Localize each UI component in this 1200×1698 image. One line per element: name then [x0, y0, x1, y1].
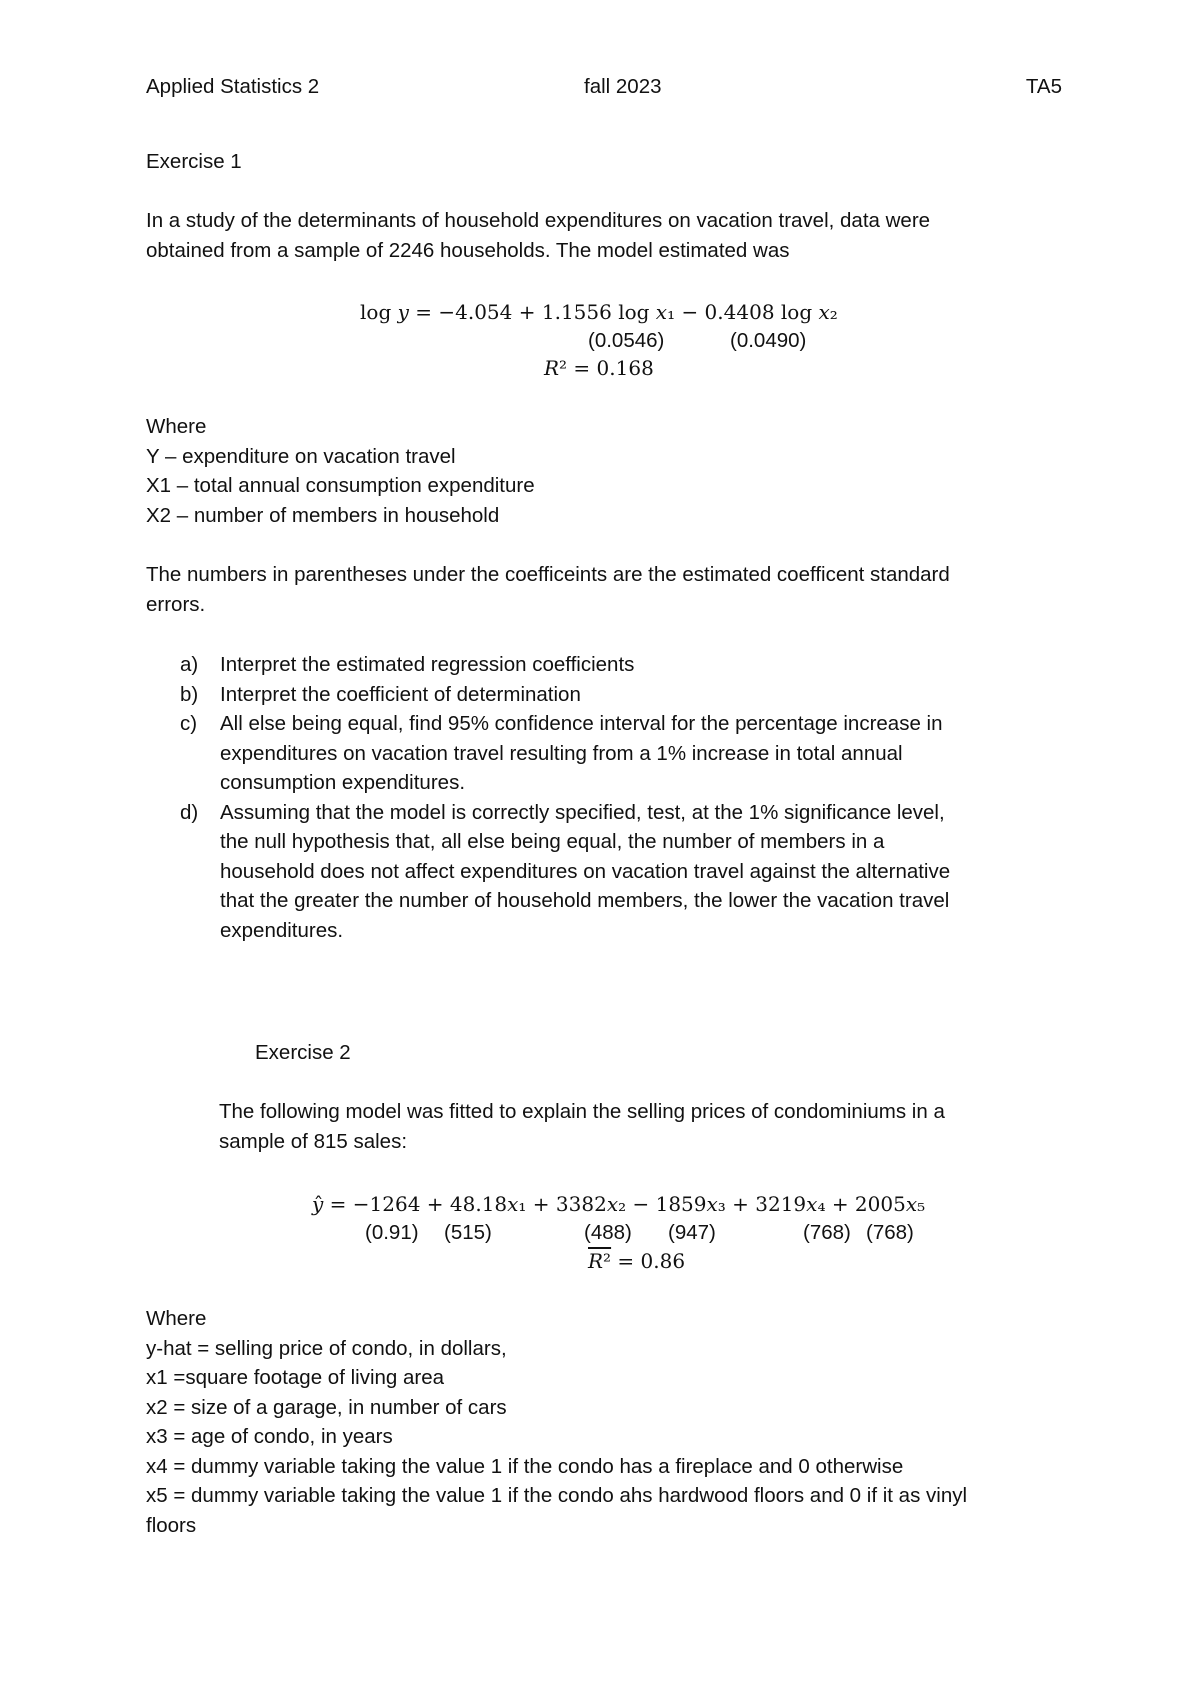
std-error-x5: (768) — [803, 1221, 851, 1244]
variable-definition: X2 – number of members in household — [146, 503, 500, 527]
question-a: a) Interpret the estimated regression coefficients — [180, 650, 1060, 680]
exercise-1-note: The numbers in parentheses under the coefficeints are the estimated coefficent standard errors. — [146, 563, 950, 616]
std-error-x1: (0.91) — [365, 1221, 419, 1244]
exercise-1-title: Exercise 1 — [146, 150, 242, 173]
exercise-1-intro — [146, 206, 1066, 265]
variable-definition: x4 = dummy variable taking the value 1 if the condo has a fireplace and 0 otherwise — [146, 1454, 904, 1478]
r-squared-value: = 0.86 — [611, 1249, 686, 1273]
variable-definition: x5 = dummy variable taking the value 1 if the condo ahs hardwood floors and 0 if it as vinyl — [146, 1484, 968, 1507]
question-marker: c) — [180, 712, 198, 735]
std-error-x2: (515) — [444, 1221, 492, 1244]
std-error-x3: (488) — [584, 1221, 632, 1244]
header-ta-label: TA5 — [1025, 75, 1062, 98]
std-error-x1: (0.0546) — [588, 329, 665, 352]
page-header — [146, 72, 1062, 102]
exercise-2-equation: 𝑦̂ = −1264 + 48.18𝑥₁ + 3382𝑥₂ − 1859𝑥₃ + 3219𝑥₄ + 2005𝑥₅ — [312, 1192, 926, 1216]
paragraph-line: obtained from a sample of 2246 households. The model estimated was — [146, 238, 790, 262]
variable-definition: x2 = size of a garage, in number of cars — [146, 1395, 507, 1419]
variable-definition: y-hat = selling price of condo, in dollars, — [146, 1336, 507, 1360]
variable-definition: floors — [146, 1513, 197, 1537]
exercise-2-where: Where y-hat = selling price of condo, in dollars, x1 =square footage of living area x2 = size of a garage, in number of cars x3 = age of condo, in years x4 = dummy variable taking the value 1 if the condo has a fireplace and 0 otherwise x5 = dummy variable taking the value 1 if the condo ahs hardwood floors and 0 if it as vinyl floors — [146, 1304, 1066, 1540]
variable-definition: x1 =square footage of living area — [146, 1366, 445, 1389]
exercise-2-title: Exercise 2 — [255, 1041, 351, 1064]
exercise-1-where: Where Y – expenditure on vacation travel X1 – total annual consumption expenditure X2 – number of members in household — [146, 412, 1066, 530]
variable-definition: Y – expenditure on vacation travel — [146, 444, 456, 468]
question-c: c) All else being equal, find 95% confidence interval for the percentage increase in expenditures on vacation travel resulting from a 1% increase in total annual consumption expenditures. — [180, 709, 1060, 798]
variable-definition: X1 – total annual consumption expenditure — [146, 474, 535, 497]
exercise-2-intro — [219, 1097, 1139, 1156]
std-error-x4: (947) — [668, 1221, 716, 1244]
r-squared-symbol: 𝑅² — [588, 1249, 612, 1273]
question-b: b) Interpret the coefficient of determination — [180, 680, 1060, 710]
std-error-x6: (768) — [866, 1221, 914, 1244]
header-term: fall 2023 — [584, 75, 662, 98]
paragraph-line: The following model was fitted to explain the selling prices of condominiums in a — [219, 1100, 945, 1123]
question-marker: b) — [180, 682, 199, 706]
question-marker: a) — [180, 653, 199, 676]
header-course: Applied Statistics 2 — [146, 75, 320, 98]
paragraph-line: sample of 815 sales: — [219, 1129, 408, 1153]
paragraph-line: In a study of the determinants of household expenditures on vacation travel, data were — [146, 209, 931, 232]
question-d: d) Assuming that the model is correctly specified, test, at the 1% significance level, the null hypothesis that, all else being equal, the number of members in a household does not affect expenditures on vacation travel against the alternative that the greater the number of household members, the lower the vacation travel expenditures. — [180, 798, 1060, 946]
exercise-1-r-squared: 𝑅² = 0.168 — [544, 356, 654, 380]
question-marker: d) — [180, 800, 199, 824]
exercise-2-adj-r-squared — [588, 1247, 685, 1277]
variable-definition: x3 = age of condo, in years — [146, 1425, 393, 1448]
exercise-1-questions — [180, 650, 1060, 945]
std-error-x2: (0.0490) — [730, 329, 807, 352]
exercise-1-equation: log 𝑦 = −4.054 + 1.1556 log 𝑥₁ − 0.4408 log 𝑥₂ — [360, 300, 838, 324]
